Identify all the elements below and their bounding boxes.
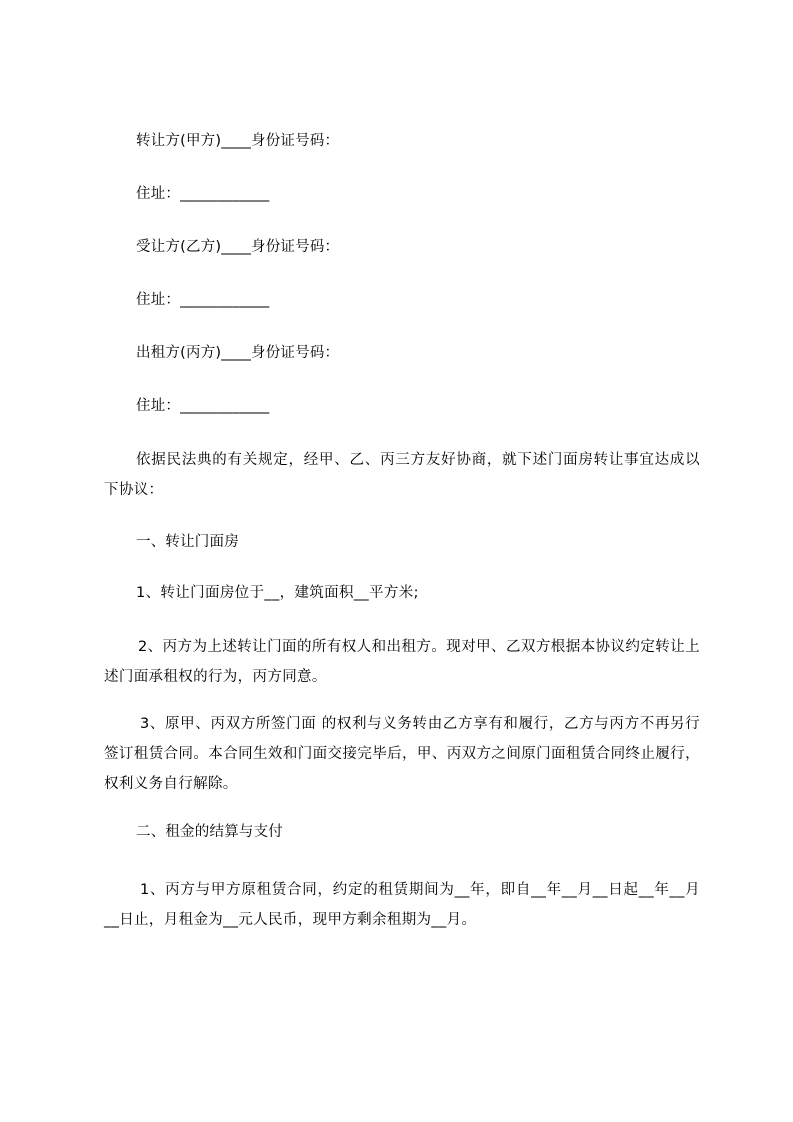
party-b-address: 住址：____________ xyxy=(136,292,270,308)
section1-item2: 2、丙方为上述转让门面的所有权人和出租方。现对甲、乙双方根据本协议约定转让上述门面承租权的行为，丙方同意。 xyxy=(104,639,700,685)
party-a-line: 转让方(甲方)____身份证号码： xyxy=(136,133,340,149)
party-c-address: 住址：____________ xyxy=(136,398,270,414)
party-c-line: 出租方(丙方)____身份证号码： xyxy=(136,345,340,361)
section2-item1: 1、丙方与甲方原租赁合同，约定的租赁期间为__年，即自__年__月__日起__年__月__日止，月租金为__元人民币，现甲方剩余租期为__月。 xyxy=(104,882,700,928)
section2-title: 二、租金的结算与支付 xyxy=(136,824,283,840)
section1-item3: 3、原甲、丙双方所签门面 的权利与义务转由乙方享有和履行，乙方与丙方不再另行签订租赁合同。本合同生效和门面交接完毕后，甲、丙双方之间原门面租赁合同终止履行，权利义务自行解除。 xyxy=(104,716,700,792)
preamble-paragraph: 依据民法典的有关规定，经甲、乙、丙三方友好协商，就下述门面房转让事宜达成以下协议： xyxy=(104,452,700,498)
party-b-line: 受让方(乙方)____身份证号码： xyxy=(136,239,340,255)
section1-title: 一、转让门面房 xyxy=(136,534,239,550)
section1-item1: 1、转让门面房位于__，建筑面积__平方米; xyxy=(136,585,419,601)
party-a-address: 住址：____________ xyxy=(136,186,270,202)
